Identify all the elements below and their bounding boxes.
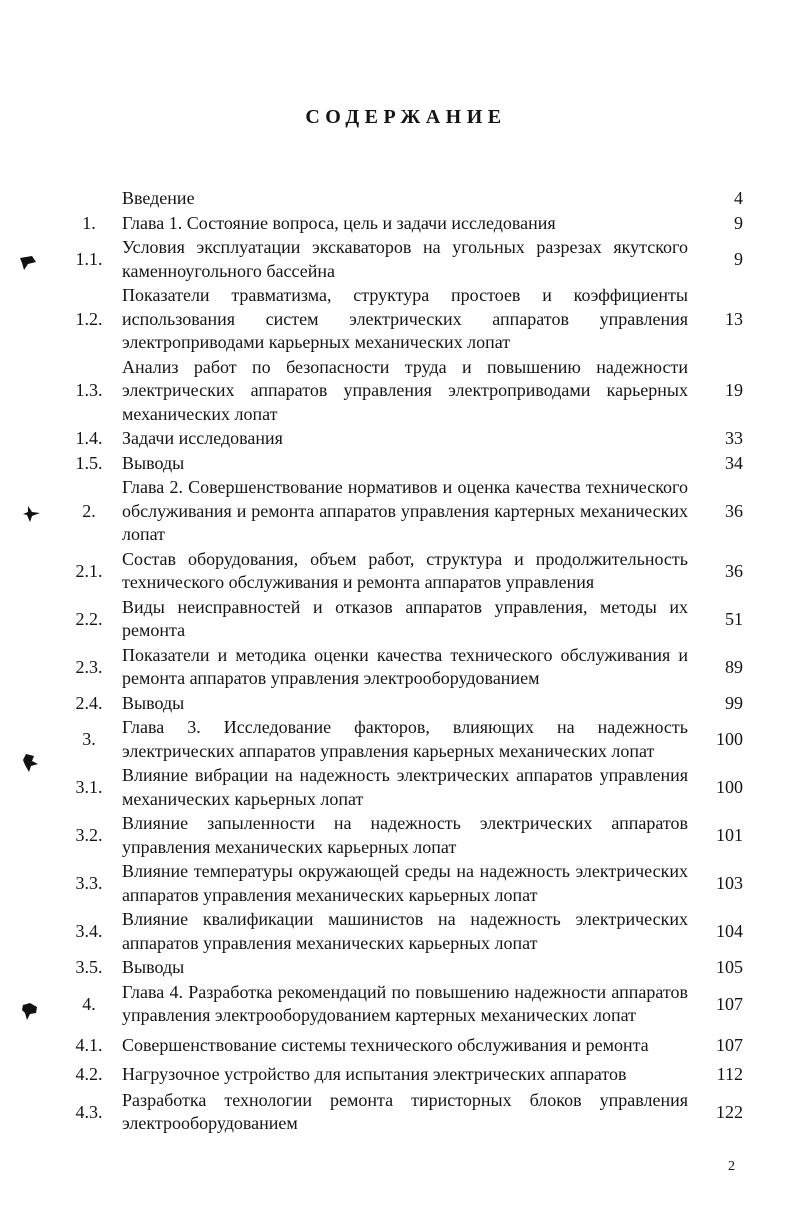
toc-number: 3.5. [75,957,103,978]
toc-row [0,476,797,547]
toc-row [0,236,797,283]
toc-page: 36 [725,500,743,521]
toc-row [0,692,797,716]
toc-row [0,284,797,355]
toc-title: Нагрузочное устройство для испытания электрических аппаратов [122,1064,627,1084]
toc-title: Введение [122,188,195,208]
toc-page: 122 [716,1101,743,1122]
toc-title: Показатели травматизма, структура простоев и коэффициенты использования систем электрических аппаратов управления электроприводами карьерных механических лопат [122,285,688,352]
toc-title: Разработка технологии ремонта тиристорных блоков управления электрооборудованием [122,1089,688,1133]
toc-page: 9 [734,249,743,269]
toc-title: Выводы [122,692,185,713]
toc-page: 51 [725,608,743,629]
toc-page: 99 [725,692,743,713]
toc-number: 3.1. [75,777,103,797]
toc-row [0,1063,797,1087]
toc-number: 3.3. [75,873,103,893]
toc-title: Условия эксплуатации экскаваторов на угольных разрезах якутского каменноугольного бассейна [122,237,688,281]
toc-number: 4.1. [75,1034,103,1055]
toc-title: Виды неисправностей и отказов аппаратов управления, методы их ремонта [122,596,688,640]
page-title: СОДЕРЖАНИЕ [305,106,507,128]
toc-title: Анализ работ по безопасности труда и повышению надежности электрических аппаратов управления электроприводами карьерных механических лопат [122,356,688,424]
toc-number: 3.2. [75,825,103,845]
toc-title: Глава 2. Совершенствование нормативов и оценка качества технического обслуживания и ремонта аппаратов управления картерных механических лопат [122,477,688,544]
toc-page: 34 [725,452,743,473]
toc-number [64,187,114,211]
toc-title: Показатели и методика оценки качества технического обслуживания и ремонта аппаратов управления электрооборудованием [122,644,688,688]
toc-page: 36 [725,560,743,581]
toc-number: 2.1. [75,560,103,581]
toc-title: Влияние квалификации машинистов на надежность электрических аппаратов управления механических карьерных лопат [122,909,688,953]
toc-page: 9 [734,212,743,233]
toc-row [0,1089,797,1136]
toc-title: Глава 3. Исследование факторов, влияющих на надежность электрических аппаратов управления карьерных механических лопат [122,717,688,761]
toc-row [0,981,797,1028]
scan-mark-icon [20,1001,40,1021]
toc-page: 101 [716,825,743,845]
page-number: 2 [728,1159,735,1174]
toc-title: Глава 1. Состояние вопроса, цель и задачи исследования [122,212,556,233]
toc-number: 3. [82,729,96,749]
toc-row-intro [0,187,797,211]
toc-number: 4. [82,993,96,1014]
toc-row [0,356,797,427]
toc-title: Задачи исследования [122,428,283,448]
toc-title: Влияние запыленности на надежность электрических аппаратов управления механических карьерных лопат [122,813,688,857]
toc-row [0,908,797,955]
toc-number: 1.2. [75,308,103,329]
toc-number: 3.4. [75,921,103,941]
toc-row [0,1034,797,1058]
toc-title: Глава 4. Разработка рекомендаций по повышению надежности аппаратов управления электрооборудованием картерных механических лопат [122,981,688,1025]
toc-number: 2. [82,500,96,521]
toc-number: 2.3. [75,656,103,677]
toc-number: 1.3. [75,380,103,401]
toc-row [0,956,797,980]
toc-row [0,427,797,451]
toc-number: 1.1. [75,249,103,269]
toc-page: 107 [716,993,743,1014]
toc-number: 1.5. [75,452,103,473]
toc-row [0,644,797,691]
toc-row [0,212,797,236]
toc-title: Влияние вибрации на надежность электрических аппаратов управления механических карьерных лопат [122,765,688,809]
toc-page: 105 [716,957,743,978]
toc-row [0,452,797,476]
toc-title: Совершенствование системы технического обслуживания и ремонта [122,1034,649,1055]
toc-page: 19 [725,380,743,401]
table-of-contents [0,185,797,1137]
toc-page: 100 [716,777,743,797]
toc-title: Выводы [122,452,185,473]
toc-row [0,812,797,859]
toc-page: 107 [716,1034,743,1055]
toc-title: Состав оборудования, объем работ, структура и продолжительность технического обслуживания и ремонта аппаратов управления [122,548,688,592]
toc-page: 13 [725,308,743,329]
toc-row [0,764,797,811]
toc-number: 4.2. [75,1064,103,1085]
toc-number: 4.3. [75,1101,103,1122]
toc-title: Выводы [122,957,185,977]
toc-page: 112 [716,1064,743,1085]
toc-row [0,548,797,595]
toc-page: 103 [716,873,743,893]
toc-number: 2.2. [75,608,103,629]
toc-number: 1. [82,212,96,233]
toc-number: 2.4. [75,692,103,713]
scan-mark-icon [22,752,40,774]
toc-row [0,716,797,763]
toc-page: 89 [725,656,743,677]
scan-mark-icon [22,504,42,524]
toc-page: 100 [716,729,743,749]
toc-page: 4 [734,188,743,209]
scan-mark-icon [18,254,38,272]
toc-title: Влияние температуры окружающей среды на надежность электрических аппаратов управления механических карьерных лопат [122,861,688,905]
toc-page: 33 [725,428,743,449]
toc-number: 1.4. [75,428,103,449]
toc-row [0,860,797,907]
toc-row [0,596,797,643]
toc-page: 104 [716,921,743,941]
